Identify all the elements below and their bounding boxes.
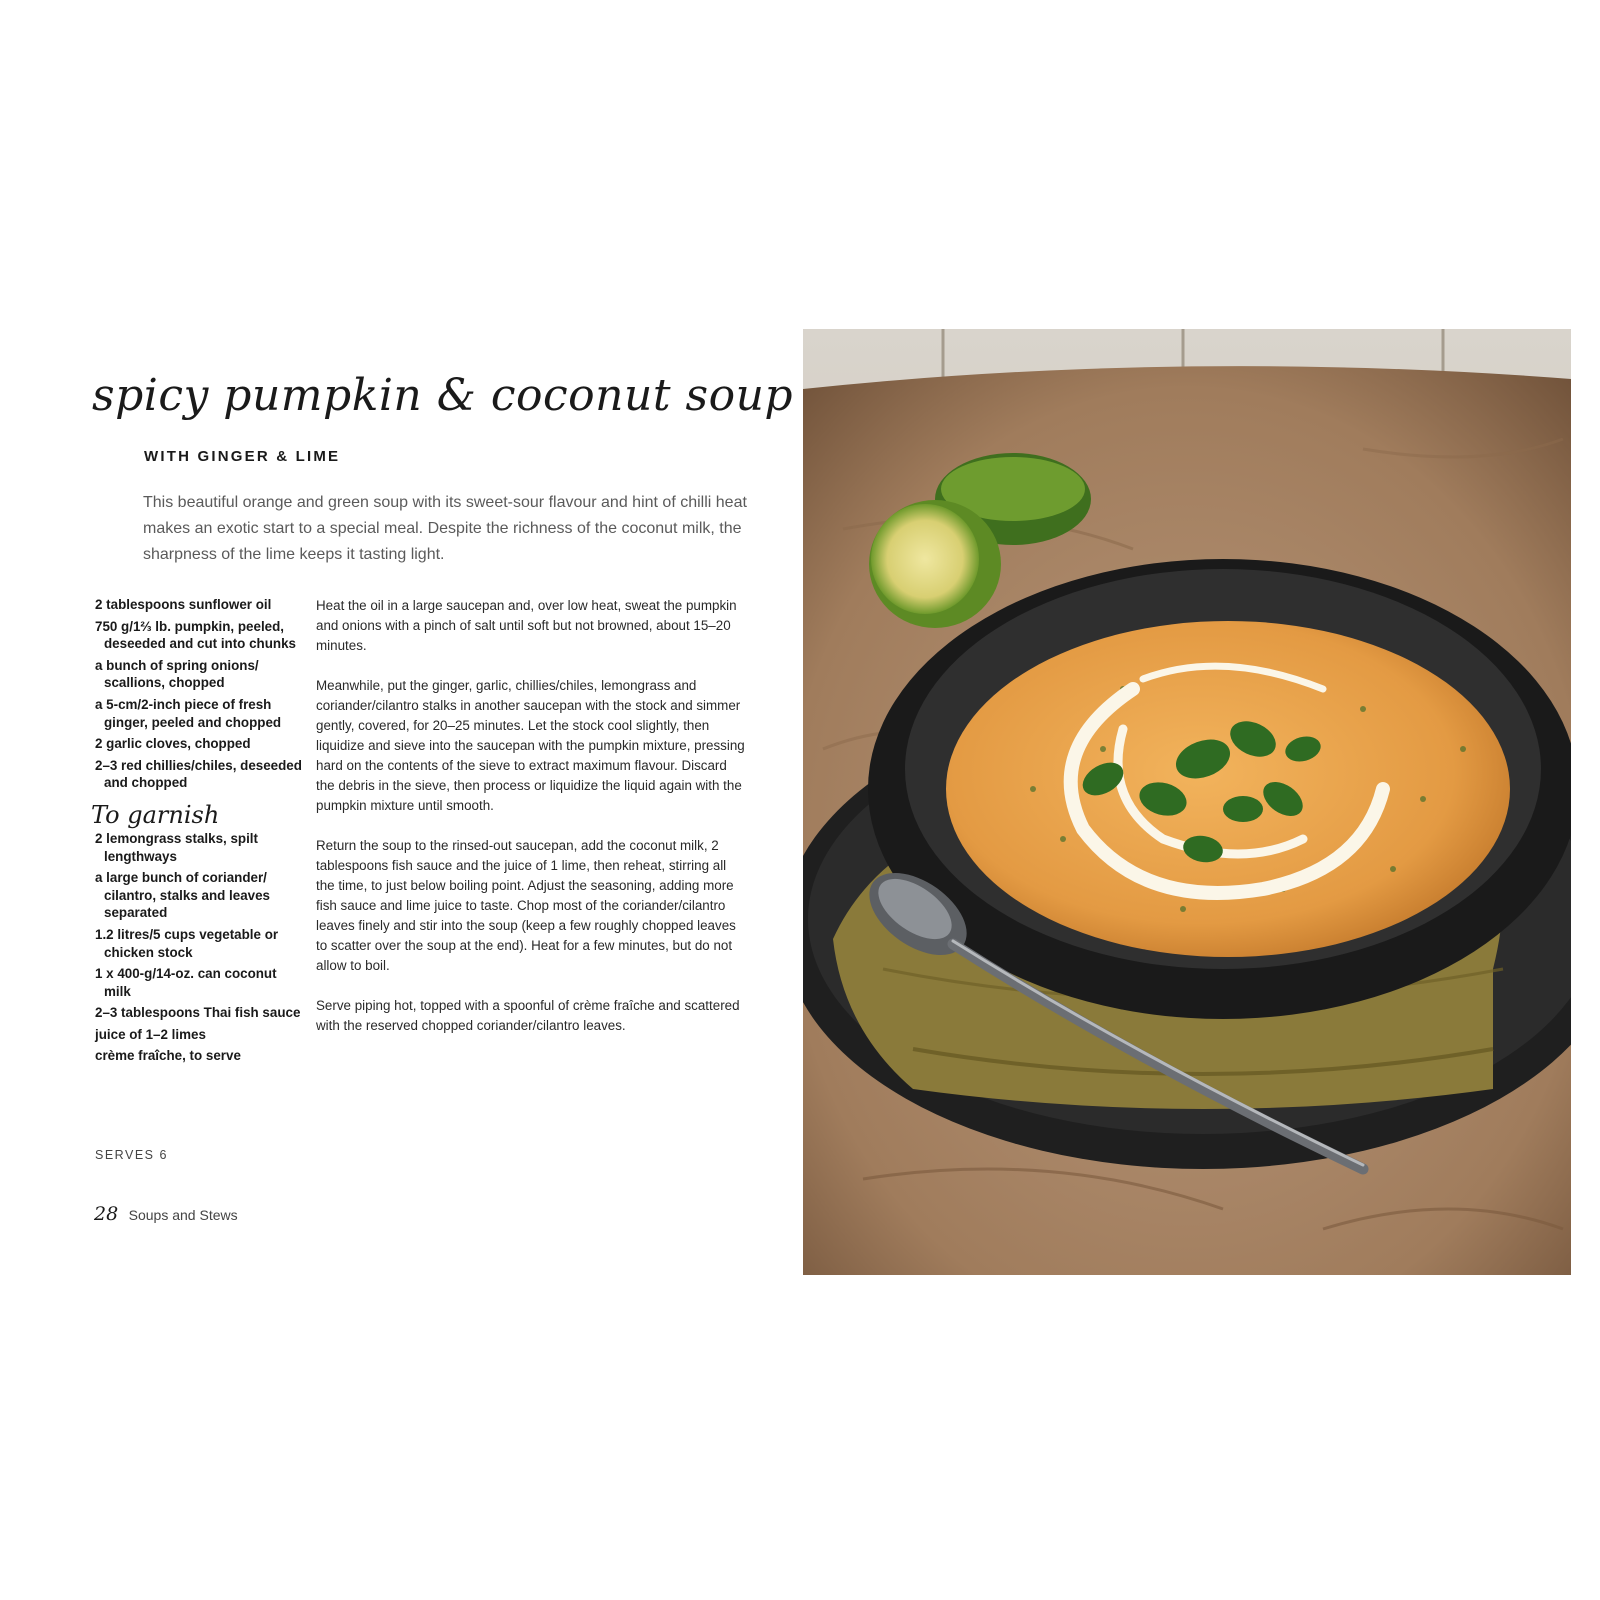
garnish-item: 1 x 400-g/14-oz. can coconut milk [95,966,277,999]
ingredient-item: a 5-cm/2-inch piece of fresh ginger, peeled and chopped [95,696,282,730]
method-steps [316,596,746,1056]
ingredient-item: 2 garlic cloves, chopped [95,736,251,752]
garnish-item: 2 lemongrass stalks, spilt lengthways [95,830,258,864]
garnish-item: a large bunch of coriander/ cilantro, stalks and leaves separated [95,870,270,921]
ingredient-item: 750 g/1⅔ lb. pumpkin, peeled, deseeded and cut into chunks [95,618,296,652]
method-step: Serve piping hot, topped with a spoonful of crème fraîche and scattered with the reserved chopped coriander/cilantro leaves. [316,998,740,1033]
soup-photo [803,329,1571,1275]
ingredient-item: 2 tablespoons sunflower oil [95,597,272,612]
section-name: Soups and Stews [128,1207,238,1223]
page-number: 28 [94,1203,119,1225]
recipe-title: spicy pumpkin & coconut soup [92,370,794,421]
ingredient-item: a bunch of spring onions/ scallions, chopped [95,657,259,691]
method-step: Meanwhile, put the ginger, garlic, chillies/chiles, lemongrass and coriander/cilantro stalks in another saucepan with the stock and simmer gently, covered, for 20–25 minutes. Let the stock cool slightly, then liquidize and sieve into the saucepan with the pumpkin mixture, pressing hard on the contents of the sieve to extract maximum flavour. Discard the debris in the sieve, then process or liquidize the liquid again with the pumpkin mixture until smooth. [316,678,745,813]
recipe-intro: This beautiful orange and green soup with its sweet-sour flavour and hint of chilli heat makes an exotic start to a special meal. Despite the richness of the coconut milk, the sharpness of the lime keeps it tasting light. [143,494,747,563]
method-step: Heat the oil in a large saucepan and, over low heat, sweat the pumpkin and onions with a pinch of salt until soft but not browned, about 15–20 minutes. [316,598,737,653]
page-footer [94,1203,238,1225]
soup-photo-illustration [803,329,1571,1275]
method-step: Return the soup to the rinsed-out saucepan, add the coconut milk, 2 tablespoons fish sauce and the juice of 1 lime, then reheat, stirring all the time, to just below boiling point. Adjust the seasoning, adding more fish sauce and lime juice to taste. Chop most of the coriander/cilantro leaves finely and stir into the soup (keep a few roughly chopped leaves to scatter over the soup at the end). Heat for a few minutes, but do not allow to boil. [316,838,736,973]
garnish-item: crème fraîche, to serve [95,1048,241,1064]
ingredient-item: 2–3 red chillies/chiles, deseeded and chopped [95,757,302,791]
garnish-item: 2–3 tablespoons Thai fish sauce [95,1005,301,1021]
garnish-item: juice of 1–2 limes [95,1026,206,1042]
ingredients-list [91,596,305,1069]
garnish-item: 1.2 litres/5 cups vegetable or chicken stock [95,926,279,960]
serves-label: SERVES 6 [95,1148,168,1162]
recipe-subtitle: WITH GINGER & LIME [144,448,341,465]
garnish-heading: To garnish [91,800,220,829]
